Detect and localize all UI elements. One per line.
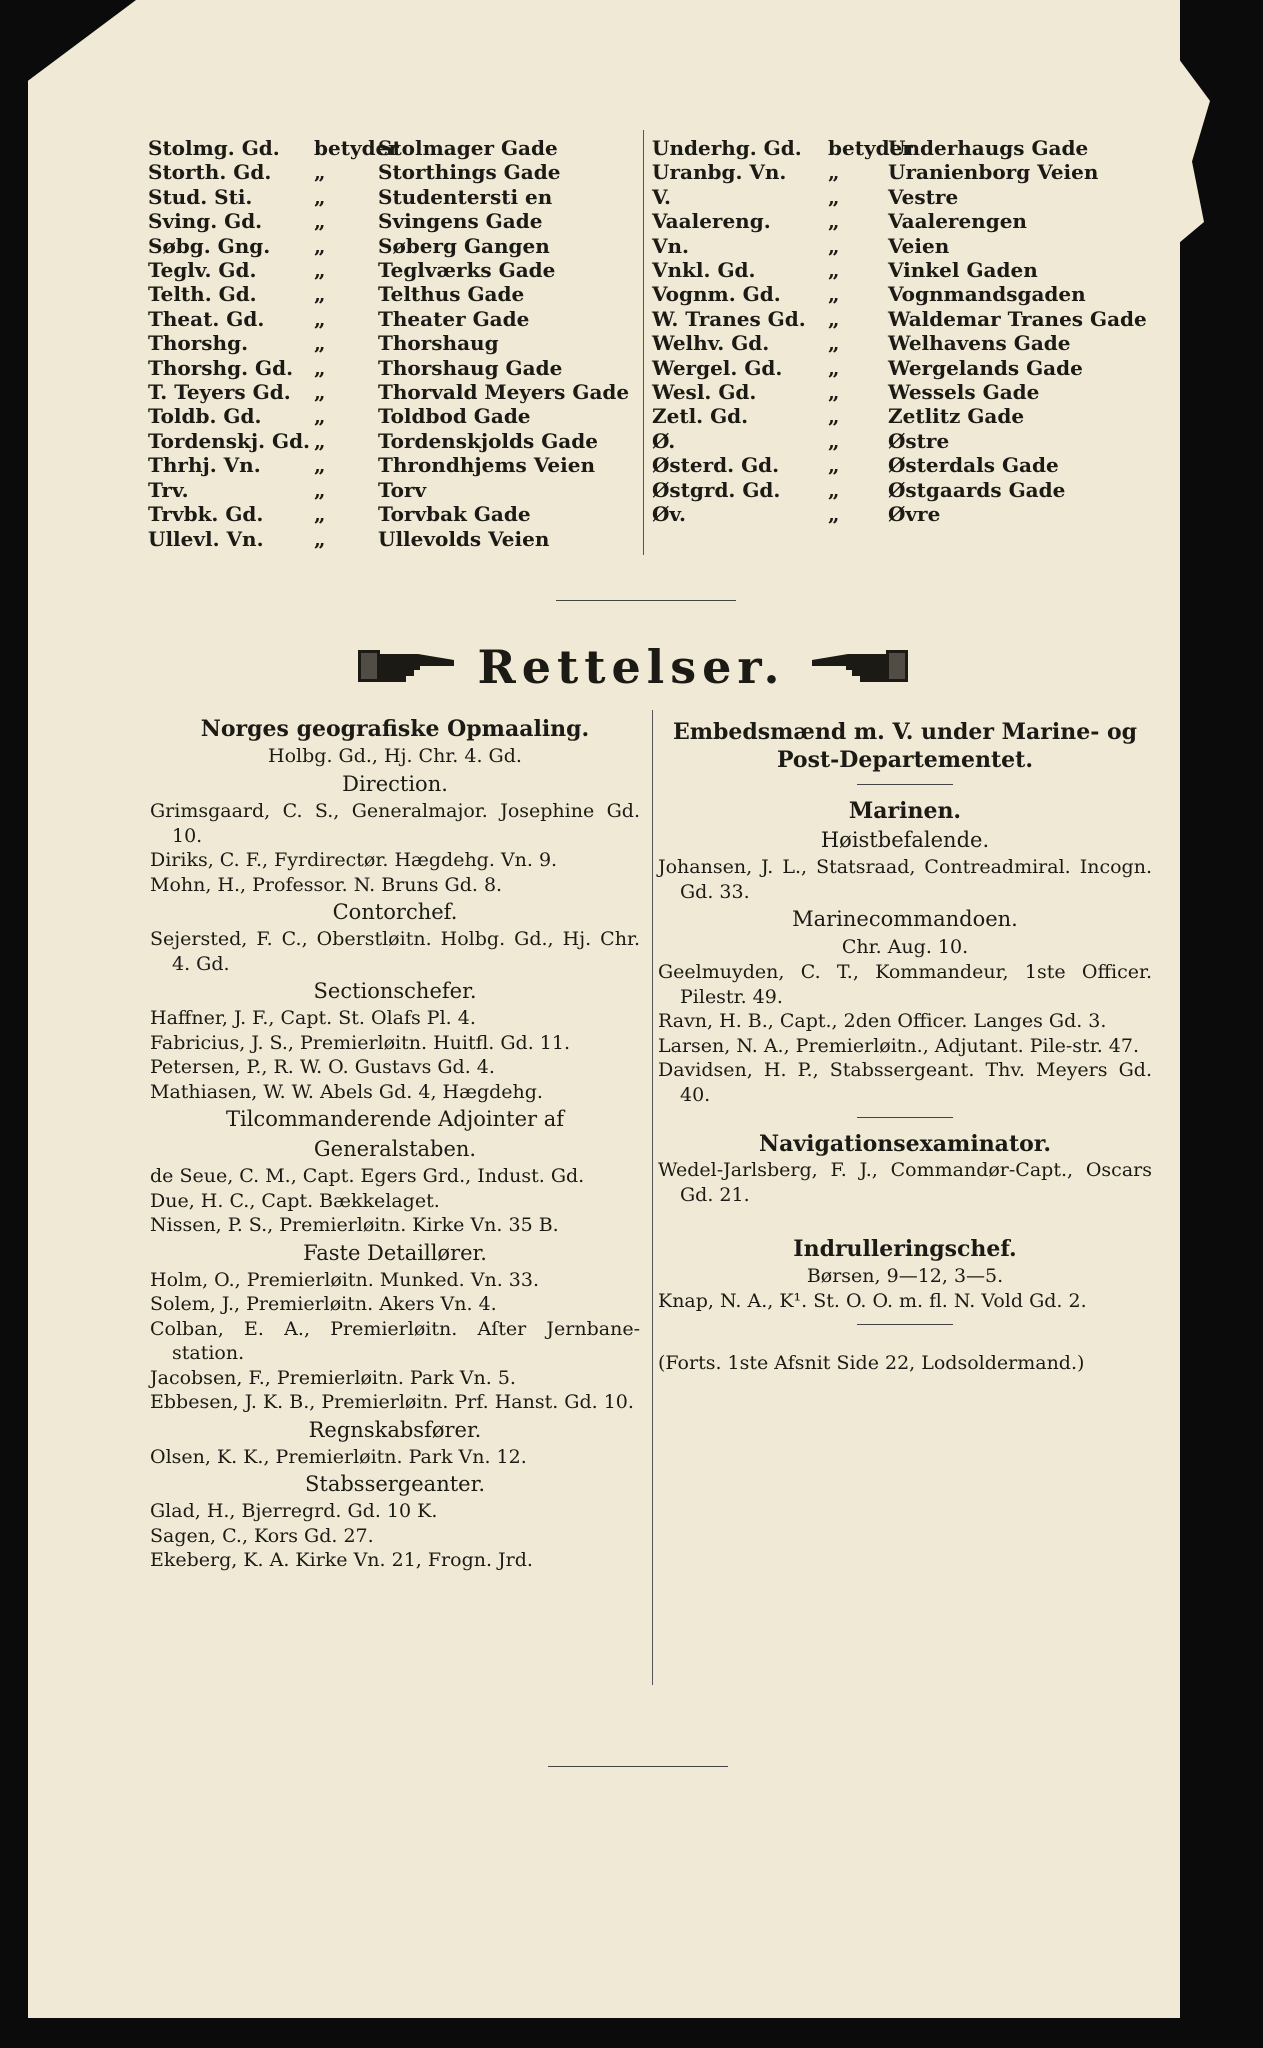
abbreviation: Trvbk. Gd. — [148, 502, 264, 527]
section-heading: Holbg. Gd., Hj. Chr. 4. Gd. — [268, 745, 522, 767]
abbreviation: Østgrd. Gd. — [652, 477, 781, 502]
abbreviation-row — [148, 429, 629, 453]
column-divider-top — [643, 130, 644, 555]
abbreviation-row — [148, 234, 629, 258]
abbreviation-row — [148, 282, 629, 306]
abbreviation-row — [148, 380, 629, 404]
rule-separator — [857, 1117, 953, 1118]
ditto-mark: betyder — [828, 136, 913, 160]
abbreviation: Storth. Gd. — [148, 160, 272, 185]
abbreviation-row — [652, 258, 1147, 282]
bottom-divider — [548, 1766, 728, 1767]
full-name: Waldemar Tranes Gade — [888, 306, 1147, 331]
full-name: Øvre — [888, 502, 941, 527]
full-name: Østerdals Gade — [888, 453, 1059, 478]
abbreviation: Welhv. Gd. — [652, 331, 770, 356]
section-heading: Sectionschefer. — [313, 979, 477, 1003]
ditto-mark: „ — [314, 184, 326, 209]
full-name: Svingens Gade — [378, 209, 543, 234]
abbreviation-row — [148, 356, 629, 380]
abbreviation-row — [148, 258, 629, 282]
directory-entry: Nissen, P. S., Premierløitn. Kirke Vn. 35 B. — [150, 1214, 559, 1236]
full-name: Stolmager Gade — [378, 136, 558, 160]
full-name: Vaalerengen — [888, 209, 1027, 234]
full-name: Throndhjems Veien — [378, 453, 595, 478]
abbreviation-row — [652, 209, 1147, 233]
full-name: Søberg Gangen — [378, 233, 550, 258]
directory-entry: Ravn, H. B., Capt., 2den Officer. Langes Gd. 3. — [658, 1010, 1107, 1032]
abbreviation-list-right — [652, 136, 1147, 527]
directory-entry: Diriks, C. F., Fyrdirectør. Hægdehg. Vn. 9. — [150, 849, 558, 871]
directory-entry: Ebbesen, J. K. B., Premierløitn. Prf. Hanst. Gd. 10. — [150, 1391, 634, 1413]
section-heading: Direction. — [342, 772, 448, 796]
abbreviation-row — [148, 527, 629, 551]
directory-entry: Sagen, C., Kors Gd. 27. — [150, 1524, 374, 1547]
abbreviation-row — [652, 356, 1147, 380]
rule-separator — [857, 1324, 953, 1325]
directory-entry: Holm, O., Premierløitn. Munked. Vn. 33. — [150, 1268, 540, 1291]
full-name: Underhaugs Gade — [888, 136, 1089, 160]
full-name: Veien — [888, 233, 950, 258]
abbreviation-row — [148, 478, 629, 502]
directory-entry: Ekeberg, K. A. Kirke Vn. 21, Frogn. Jrd. — [150, 1549, 533, 1571]
abbreviation: Uranbg. Vn. — [652, 160, 787, 185]
ditto-mark: „ — [314, 282, 326, 307]
abbreviation: Teglv. Gd. — [148, 258, 257, 283]
directory-entry: Mohn, H., Professor. N. Bruns Gd. 8. — [150, 873, 503, 896]
column-divider-bottom — [652, 710, 653, 1685]
full-name: Torv — [378, 477, 427, 502]
ditto-mark: „ — [828, 502, 840, 527]
full-name: Teglværks Gade — [378, 258, 556, 283]
ditto-mark: „ — [828, 404, 840, 429]
abbreviation-row — [652, 185, 1147, 209]
directory-entry: Mathiasen, W. W. Abels Gd. 4, Hægdehg. — [150, 1080, 543, 1103]
title-row — [0, 632, 1263, 702]
ditto-mark: betyder — [314, 136, 399, 160]
abbreviation-row — [652, 136, 1147, 160]
ditto-mark: „ — [828, 428, 840, 453]
ditto-mark: „ — [828, 184, 840, 209]
spacer — [658, 1207, 1152, 1221]
ditto-mark: „ — [314, 428, 326, 453]
section-heading: Norges geografiske Opmaaling. — [200, 716, 590, 742]
abbreviation-row — [148, 307, 629, 331]
ditto-mark: „ — [828, 160, 840, 185]
directory-entry: Geelmuyden, C. T., Kommandeur, 1ste Officer. Pilestr. 49. — [658, 961, 1152, 1008]
full-name: Welhavens Gade — [888, 331, 1071, 356]
ditto-mark: „ — [828, 355, 840, 380]
section-heading: Regnskabsfører. — [308, 1417, 482, 1442]
full-name: Østre — [888, 428, 950, 453]
directory-entry: (Forts. 1ste Afsnit Side 22, Lodsoldermand.) — [658, 1351, 1085, 1374]
directory-entry: Glad, H., Bjerregrd. Gd. 10 K. — [150, 1500, 438, 1522]
abbreviation: Vnkl. Gd. — [652, 258, 756, 283]
abbreviation: Toldb. Gd. — [148, 404, 262, 429]
ditto-mark: „ — [314, 233, 326, 258]
abbreviation-row — [652, 282, 1147, 306]
ditto-mark: „ — [314, 526, 326, 551]
ditto-mark: „ — [828, 233, 840, 258]
ditto-mark: „ — [828, 453, 840, 478]
abbreviation: Øv. — [652, 502, 686, 527]
full-name: Wessels Gade — [888, 380, 1040, 405]
ditto-mark: „ — [314, 355, 326, 380]
ditto-mark: „ — [828, 306, 840, 331]
directory-entry: Olsen, K. K., Premierløitn. Park Vn. 12. — [150, 1445, 527, 1468]
right-column — [658, 718, 1152, 1375]
abbreviation: Sving. Gd. — [148, 209, 263, 234]
full-name: Telthus Gade — [378, 282, 525, 307]
section-heading: Tilcommanderende Adjointer af Generalstaben. — [226, 1107, 564, 1161]
directory-entry: Wedel-Jarlsberg, F. J., Commandør-Capt., Oscars Gd. 21. — [658, 1159, 1152, 1206]
ditto-mark: „ — [314, 453, 326, 478]
pointing-hand-left-icon — [810, 640, 910, 690]
ditto-mark: „ — [828, 258, 840, 283]
ditto-mark: „ — [314, 404, 326, 429]
full-name: Wergelands Gade — [888, 355, 1083, 380]
full-name: Vognmandsgaden — [888, 282, 1086, 307]
full-name: Vinkel Gaden — [888, 258, 1038, 283]
abbreviation: Thorshg. — [148, 331, 249, 356]
section-heading: Stabssergeanter. — [305, 1472, 485, 1496]
directory-entry: Sejersted, F. C., Oberstløitn. Holbg. Gd., Hj. Chr. 4. Gd. — [150, 928, 640, 975]
full-name: Thorshaug — [378, 331, 499, 356]
abbreviation-row — [652, 160, 1147, 184]
abbreviation: Thorshg. Gd. — [148, 355, 294, 380]
abbreviation: Underhg. Gd. — [652, 136, 802, 160]
abbreviation: Vognm. Gd. — [652, 282, 781, 307]
abbreviation-row — [148, 136, 629, 160]
abbreviation-row — [652, 429, 1147, 453]
abbreviation: Zetl. Gd. — [652, 404, 749, 429]
full-name: Theater Gade — [378, 306, 530, 331]
directory-entry: Jacobsen, F., Premierløitn. Park Vn. 5. — [150, 1366, 516, 1389]
abbreviation: Telth. Gd. — [148, 282, 257, 307]
full-name: Thorvald Meyers Gade — [378, 380, 630, 405]
abbreviation: Østerd. Gd. — [652, 453, 780, 478]
directory-entry: Knap, N. A., K¹. St. O. O. m. fl. N. Vold Gd. 2. — [658, 1290, 1087, 1312]
section-heading: Indrulleringschef. — [793, 1236, 1017, 1262]
section-heading: Navigationsexaminator. — [758, 1131, 1052, 1157]
directory-entry: Larsen, N. A., Premierløitn., Adjutant. Pile-str. 47. — [658, 1034, 1139, 1057]
abbreviation-row — [652, 380, 1147, 404]
spacer — [658, 1337, 1152, 1351]
ditto-mark: „ — [828, 477, 840, 502]
directory-entry: Davidsen, H. P., Stabssergeant. Thv. Meyers Gd. 40. — [658, 1059, 1152, 1106]
full-name: Ullevolds Veien — [378, 526, 550, 551]
full-name: Tordenskjolds Gade — [378, 428, 598, 453]
abbreviation: Thrhj. Vn. — [148, 453, 261, 478]
directory-entry: Fabricius, J. S., Premierløitn. Huitfl. Gd. 11. — [150, 1031, 570, 1054]
full-name: Uranienborg Veien — [888, 160, 1099, 185]
directory-entry: de Seue, C. M., Capt. Egers Grd., Indust. Gd. — [150, 1165, 585, 1187]
abbreviation-row — [652, 234, 1147, 258]
abbreviation: Ø. — [652, 428, 676, 453]
abbreviation: Stud. Sti. — [148, 184, 253, 209]
ditto-mark: „ — [314, 258, 326, 283]
abbreviation-row — [148, 160, 629, 184]
full-name: Storthings Gade — [378, 160, 561, 185]
section-heading: Faste Detaillører. — [303, 1240, 487, 1265]
abbreviation-row — [652, 307, 1147, 331]
section-divider — [556, 600, 736, 601]
directory-entry: Petersen, P., R. W. O. Gustavs Gd. 4. — [150, 1056, 495, 1078]
abbreviation: Wesl. Gd. — [652, 380, 757, 405]
abbreviation-row — [652, 453, 1147, 477]
ditto-mark: „ — [314, 331, 326, 356]
main-title: Rettelser. — [477, 640, 786, 694]
abbreviation: V. — [652, 184, 671, 209]
ditto-mark: „ — [314, 477, 326, 502]
directory-entry: Colban, E. A., Premierløitn. Aſter Jernbane-station. — [150, 1317, 640, 1364]
abbreviation: T. Teyers Gd. — [148, 380, 291, 405]
abbreviation: Søbg. Gng. — [148, 233, 271, 258]
directory-entry: Grimsgaard, C. S., Generalmajor. Josephine Gd. 10. — [150, 800, 640, 847]
abbreviation-row — [148, 185, 629, 209]
ditto-mark: „ — [828, 282, 840, 307]
abbreviation-row — [652, 404, 1147, 428]
ditto-mark: „ — [314, 160, 326, 185]
abbreviation: Vn. — [652, 233, 690, 258]
abbreviation: Tordenskj. Gd. — [148, 428, 311, 453]
abbreviation: Vaalereng. — [652, 209, 771, 234]
abbreviation: Theat. Gd. — [148, 306, 265, 331]
full-name: Zetlitz Gade — [888, 404, 1025, 429]
abbreviation: Wergel. Gd. — [652, 355, 783, 380]
ditto-mark: „ — [314, 209, 326, 234]
rule-separator — [857, 784, 953, 785]
directory-entry: Johansen, J. L., Statsraad, Contreadmiral. Incogn. Gd. 33. — [658, 856, 1152, 903]
abbreviation-row — [652, 502, 1147, 526]
full-name: Torvbak Gade — [378, 502, 531, 527]
section-heading: Embedsmænd m. V. under Marine- og Post-Departementet. — [672, 719, 1138, 773]
directory-entry: Haffner, J. F., Capt. St. Olafs Pl. 4. — [150, 1007, 476, 1029]
abbreviation-row — [148, 502, 629, 526]
ditto-mark: „ — [314, 306, 326, 331]
section-heading: Contorchef. — [332, 900, 458, 924]
abbreviation: Ullevl. Vn. — [148, 526, 264, 551]
full-name: Østgaards Gade — [888, 477, 1066, 502]
ditto-mark: „ — [314, 502, 326, 527]
ditto-mark: „ — [314, 380, 326, 405]
full-name: Studentersti en — [378, 184, 553, 209]
directory-entry: Solem, J., Premierløitn. Akers Vn. 4. — [150, 1293, 497, 1315]
section-heading: Børsen, 9—12, 3—5. — [806, 1265, 1004, 1287]
abbreviation: Stolmg. Gd. — [148, 136, 280, 160]
full-name: Vestre — [888, 184, 959, 209]
abbreviation-row — [148, 404, 629, 428]
abbreviation-row — [148, 331, 629, 355]
section-heading: Høistbefalende. — [820, 828, 990, 852]
full-name: Toldbod Gade — [378, 404, 531, 429]
ditto-mark: „ — [828, 209, 840, 234]
ditto-mark: „ — [828, 380, 840, 405]
section-heading: Marinen. — [848, 798, 962, 824]
directory-entry: Due, H. C., Capt. Bækkelaget. — [150, 1189, 440, 1212]
abbreviation: Trv. — [148, 477, 189, 502]
abbreviation: W. Tranes Gd. — [652, 306, 806, 331]
abbreviation-list-left — [148, 136, 629, 551]
section-heading: Marinecommandoen. — [792, 907, 1018, 931]
left-column — [150, 715, 640, 1573]
abbreviation-row — [652, 478, 1147, 502]
ditto-mark: „ — [828, 331, 840, 356]
spacer — [658, 1221, 1152, 1235]
abbreviation-row — [652, 331, 1147, 355]
abbreviation-row — [148, 209, 629, 233]
full-name: Thorshaug Gade — [378, 355, 563, 380]
section-heading: Chr. Aug. 10. — [841, 936, 969, 958]
abbreviation-row — [148, 453, 629, 477]
